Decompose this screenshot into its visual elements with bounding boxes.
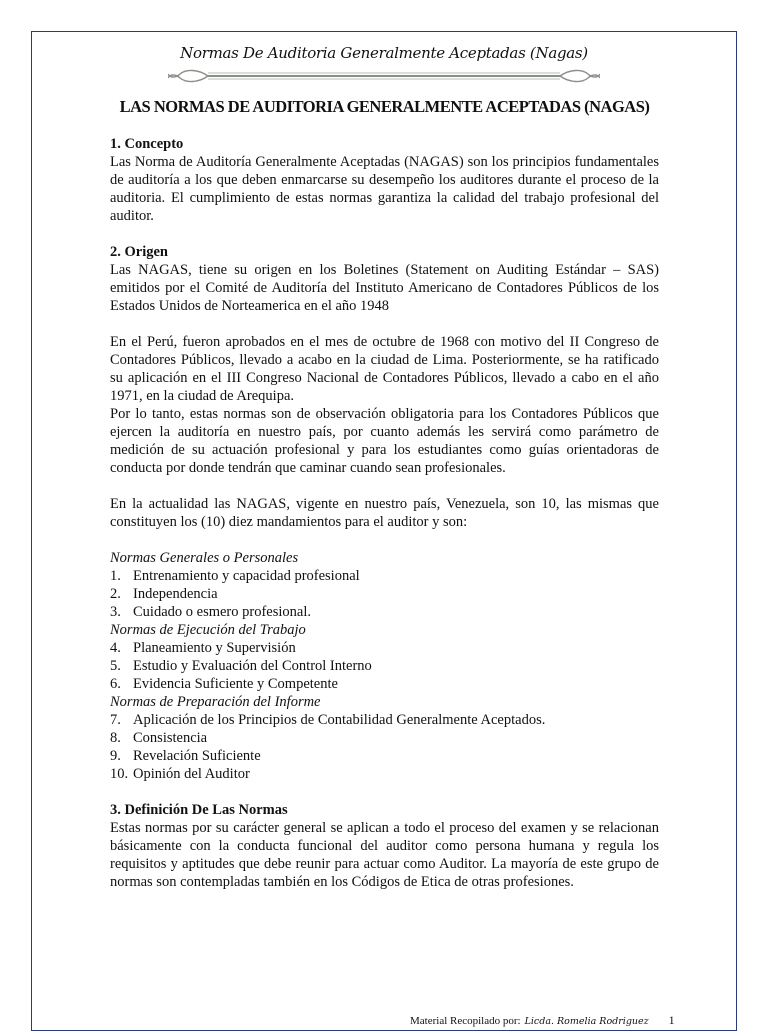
document-title: LAS NORMAS DE AUDITORIA GENERALMENTE ACEPTADAS (NAGAS) (119, 97, 650, 116)
list-item-text: Independencia (133, 586, 218, 602)
list-item-number: 7. (110, 712, 121, 728)
list-item-text: Entrenamiento y capacidad profesional (133, 568, 360, 584)
list-item (110, 729, 659, 747)
list-item-text: Evidencia Suficiente y Competente (133, 676, 338, 692)
list-item (110, 765, 659, 783)
list-item-number: 10. (110, 766, 129, 782)
norms-group-label: Normas Generales o Personales (110, 550, 299, 566)
paragraph: Las Norma de Auditoría Generalmente Aceptadas (NAGAS) son los principios fundamentales de auditoría a los que deben enmarcarse su desempeño los auditores durante el proceso de la auditoria. El cumplimiento de estas normas garantiza la calidad del trabajo profesional del auditor. (110, 154, 659, 224)
list-item-number: 1. (110, 568, 121, 584)
section-heading-concepto: 1. Concepto (110, 136, 184, 152)
norms-list (110, 711, 659, 783)
list-item-text: Aplicación de los Principios de Contabilidad Generalmente Aceptados. (133, 712, 546, 728)
paragraph: En el Perú, fueron aprobados en el mes de octubre de 1968 con motivo del II Congreso de Contadores Públicos, llevado a acabo en la ciudad de Lima. Posteriormente, se ha ratificado su aplicación en el III Congreso Nacional de Contadores Públicos, llevado a cabo en el año 1971, en la ciudad de Arequipa. (110, 334, 659, 404)
list-item-text: Consistencia (133, 730, 208, 746)
paragraph: En la actualidad las NAGAS, vigente en nuestro país, Venezuela, son 10, las mismas que constituyen los (10) diez mandamientos para el auditor y son: (110, 496, 659, 530)
norms-list (110, 567, 659, 621)
list-item-number: 5. (110, 658, 121, 674)
section-heading-definicion: 3. Definición De Las Normas (110, 802, 288, 818)
list-item-number: 3. (110, 604, 121, 620)
paragraph: Por lo tanto, estas normas son de observación obligatoria para los Contadores Públicos que ejercen la auditoría en nuestro país, por cuanto además les servirá como parámetro de medición de su actuación profesional y para los estudiantes como guías orientadoras de conducta por donde tendrán que caminar cuando sean profesionales. (110, 406, 659, 476)
list-item-number: 6. (110, 676, 121, 692)
norms-group-label: Normas de Ejecución del Trabajo (110, 622, 306, 638)
list-item (110, 657, 659, 675)
page-number: 1 (668, 1013, 675, 1027)
list-item (110, 639, 659, 657)
header-ornament (168, 68, 600, 84)
list-item-number: 9. (110, 748, 121, 764)
list-item-number: 8. (110, 730, 121, 746)
paragraph: Estas normas por su carácter general se aplican a todo el proceso del examen y se relacionan básicamente con la conducta funcional del auditor como persona humana y regula los requisitos y aptitudes que debe reunir para actuar como Auditor. La mayoría de este grupo de normas son contempladas también en los Códigos de Etica de otras profesiones. (110, 820, 659, 890)
document-body (110, 96, 659, 891)
list-item (110, 585, 659, 603)
list-item (110, 567, 659, 585)
norms-group-label: Normas de Preparación del Informe (110, 694, 321, 710)
list-item-number: 2. (110, 586, 121, 602)
page-footer (410, 1013, 675, 1028)
list-item-text: Revelación Suficiente (133, 748, 261, 764)
paragraph: Las NAGAS, tiene su origen en los Boletines (Statement on Auditing Estándar – SAS) emitidos por el Comité de Auditoría del Instituto Americano de Contadores Públicos de los Estados Unidos de Norteamerica en el año 1948 (110, 262, 659, 314)
list-item-number: 4. (110, 640, 121, 656)
list-item (110, 747, 659, 765)
list-item (110, 603, 659, 621)
list-item (110, 675, 659, 693)
section-heading-origen: 2. Origen (110, 244, 168, 260)
footer-label: Material Recopilado por: (410, 1015, 521, 1027)
norms-list (110, 639, 659, 693)
list-item (110, 711, 659, 729)
list-item-text: Opinión del Auditor (133, 766, 250, 782)
footer-author: Licda. Romelia Rodriguez (524, 1016, 649, 1027)
list-item-text: Cuidado o esmero profesional. (133, 604, 311, 620)
list-item-text: Planeamiento y Supervisión (133, 640, 296, 656)
list-item-text: Estudio y Evaluación del Control Interno (133, 658, 372, 674)
running-header: Normas De Auditoria Generalmente Aceptadas (Nagas) (180, 44, 588, 62)
